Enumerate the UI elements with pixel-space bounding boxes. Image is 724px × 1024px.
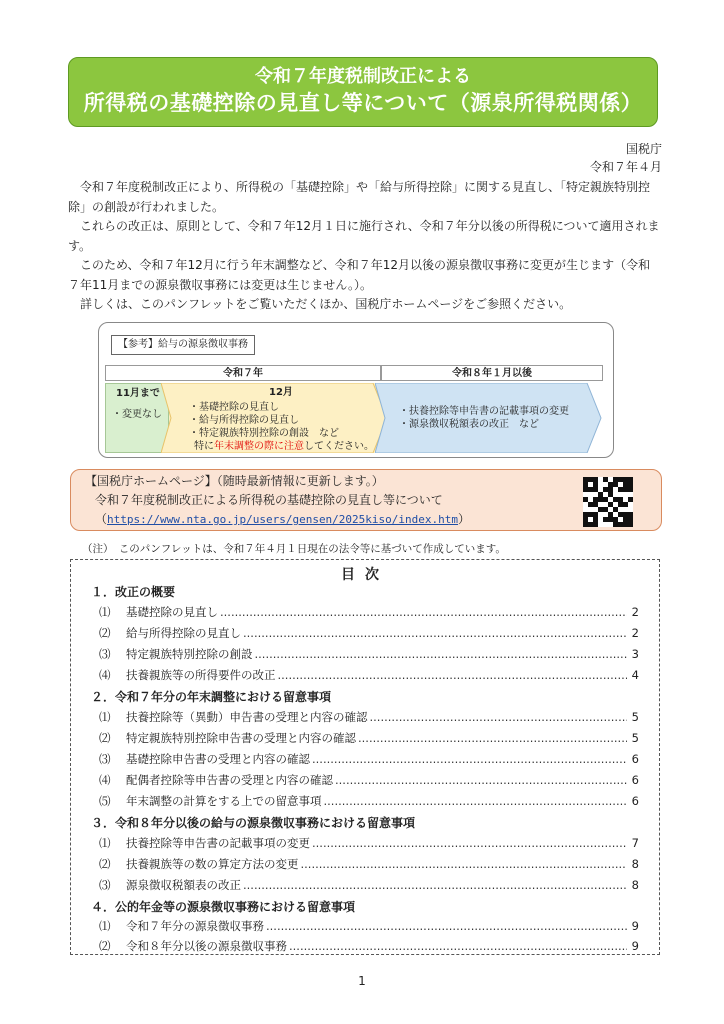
toc-section-2: ２．令和７年分の年末調整における留意事項 (91, 690, 332, 704)
toc-entry-number: ⑸ (99, 794, 111, 808)
intro-paragraph: 詳しくは、このパンフレットをご覧いただくほか、国税庁ホームページをご参照ください。 (80, 297, 572, 311)
homepage-url-link[interactable]: https://www.nta.go.jp/users/gensen/2025kiso/index.htm (107, 513, 459, 526)
homepage-page-title: 令和７年度税制改正による所得税の基礎控除の見直し等について (95, 493, 443, 507)
segment-item: ・変更なし (112, 409, 162, 420)
toc-entry-number: ⑷ (99, 773, 111, 787)
toc-entry-label: 扶養親族等の所得要件の改正 (126, 668, 276, 682)
toc-entry-page: 6 (631, 773, 639, 787)
intro-paragraph: このため、令和７年12月に行う年末調整など、令和７年12月以後の源泉徴収事務に変更が生じます（令和７年11月までの源泉徴収事務には変更は生じません。）。 (68, 258, 651, 292)
toc-entry-label: 基礎控除申告書の受理と内容の確認 (126, 752, 310, 766)
page-number: 1 (358, 974, 366, 988)
toc-entry-page: 4 (631, 668, 639, 682)
toc-entry-number: ⑶ (99, 752, 111, 766)
toc-entry[interactable] (99, 856, 639, 872)
toc-entry-number: ⑴ (99, 919, 111, 933)
intro-paragraph: これらの改正は、原則として、令和７年12月１日に施行され、令和７年分以後の所得税について適用されます。 (68, 219, 660, 253)
title-line1: 令和７年度税制改正による (255, 66, 471, 87)
toc-entry[interactable] (99, 772, 639, 788)
era-header-r8: 令和８年１月以後 (381, 365, 603, 381)
toc-section-3: ３．令和８年分以後の給与の源泉徴収事務における留意事項 (91, 816, 416, 830)
toc-entry-page: 6 (631, 794, 639, 808)
toc-entry[interactable] (99, 938, 639, 954)
intro-paragraph: 令和７年度税制改正により、所得税の「基礎控除」や「給与所得控除」に関する見直し、「特定親族特別控除」の創設が行われました。 (68, 180, 651, 214)
homepage-heading: 【国税庁ホームページ】（随時最新情報に更新します。） (85, 474, 384, 488)
toc-entry-page: 9 (631, 919, 639, 933)
caution-prefix: 特に (194, 441, 214, 452)
toc-entry-label: 令和８年分以後の源泉徴収事務 (126, 939, 287, 953)
caution-suffix: してください。 (304, 441, 374, 452)
toc-entry-number: ⑶ (99, 647, 111, 661)
toc-entry-label: 特定親族特別控除の創設 (126, 647, 253, 661)
toc-entry-label: 給与所得控除の見直し (126, 626, 241, 640)
toc-entry[interactable] (99, 730, 639, 746)
toc-entry[interactable] (99, 646, 639, 662)
toc-entry-page: 2 (631, 626, 639, 640)
toc-entry-page: 8 (631, 878, 639, 892)
pamphlet-note: （注） このパンフレットは、令和７年４月１日現在の法令等に基づいて作成しています。 (82, 543, 506, 555)
toc-entry-page: 5 (631, 710, 639, 724)
segment-item: ・源泉徴収税額表の改正 など (399, 419, 539, 430)
caution-highlight: 年末調整の際に注意 (214, 441, 304, 452)
segment-caution (189, 440, 374, 453)
toc-entry[interactable] (99, 625, 639, 641)
toc-entry-number: ⑷ (99, 668, 111, 682)
toc-entry-page: 5 (631, 731, 639, 745)
toc-entry-page: 3 (631, 647, 639, 661)
segment-item: ・基礎控除の見直し (189, 402, 279, 413)
toc-entry-page: 2 (631, 605, 639, 619)
toc-entry-number: ⑵ (99, 626, 111, 640)
issuer-block (590, 140, 662, 176)
toc-entry-page: 6 (631, 752, 639, 766)
toc-entry-label: 扶養控除等（異動）申告書の受理と内容の確認 (126, 710, 368, 724)
toc-entry-number: ⑶ (99, 878, 111, 892)
toc-entry-number: ⑵ (99, 939, 111, 953)
toc-entry-number: ⑵ (99, 731, 111, 745)
segment-item: ・扶養控除等申告書の記載事項の変更 (399, 406, 569, 417)
toc-entry-label: 扶養親族等の数の算定方法の変更 (126, 857, 299, 871)
timeline-segment-december (169, 383, 381, 453)
toc-entry-label: 令和７年分の源泉徴収事務 (126, 919, 264, 933)
qr-code-icon (583, 477, 633, 527)
toc-title: 目次 (341, 567, 389, 583)
reference-timeline-box (98, 322, 614, 458)
title-line2: 所得税の基礎控除の見直し等について（源泉所得税関係） (83, 91, 643, 115)
toc-entry-label: 特定親族特別控除申告書の受理と内容の確認 (126, 731, 356, 745)
toc-entry[interactable] (99, 751, 639, 767)
issue-date: 令和７年４月 (589, 160, 662, 174)
toc-section-1: １．改正の概要 (91, 585, 176, 599)
url-close-paren: ） (458, 512, 471, 526)
toc-entry-number: ⑴ (99, 605, 111, 619)
toc-entry[interactable] (99, 793, 639, 809)
toc-entry-number: ⑴ (99, 836, 111, 850)
toc-entry-label: 配偶者控除等申告書の受理と内容の確認 (126, 773, 333, 787)
toc-entry-label: 基礎控除の見直し (126, 605, 218, 619)
toc-entry[interactable] (99, 667, 639, 683)
reference-label: 【参考】給与の源泉徴収事務 (111, 335, 255, 355)
timeline-segment-r8 (381, 383, 603, 453)
toc-entry[interactable] (99, 918, 639, 934)
toc-entry-label: 源泉徴収税額表の改正 (126, 878, 241, 892)
url-open-paren: （ (95, 512, 108, 526)
toc-entry-page: 9 (631, 939, 639, 953)
timeline-segment-until-nov (105, 383, 169, 453)
toc-entry-label: 年末調整の計算をする上での留意事項 (126, 794, 322, 808)
toc-entry-page: 8 (631, 857, 639, 871)
toc-entry-number: ⑵ (99, 857, 111, 871)
table-of-contents (70, 559, 660, 955)
toc-entry[interactable] (99, 835, 639, 851)
toc-entry[interactable] (99, 709, 639, 725)
toc-entry-label: 扶養控除等申告書の記載事項の変更 (126, 836, 310, 850)
era-header-r7: 令和７年 (105, 365, 381, 381)
toc-entry-page: 7 (631, 836, 639, 850)
toc-section-4: ４．公的年金等の源泉徴収事務における留意事項 (91, 900, 356, 914)
intro-text (68, 178, 660, 315)
homepage-url-line (95, 510, 470, 529)
title-banner (68, 57, 658, 127)
toc-entry[interactable] (99, 877, 639, 893)
agency-name: 国税庁 (625, 142, 662, 156)
homepage-info-box (70, 469, 662, 531)
toc-entry-number: ⑴ (99, 710, 111, 724)
segment-item: ・給与所得控除の見直し (189, 415, 299, 426)
segment-item: ・特定親族特別控除の創設 など (189, 428, 339, 439)
segment-head: 12月 (269, 387, 293, 398)
segment-head: 11月まで (116, 388, 160, 399)
toc-entry[interactable] (99, 604, 639, 620)
